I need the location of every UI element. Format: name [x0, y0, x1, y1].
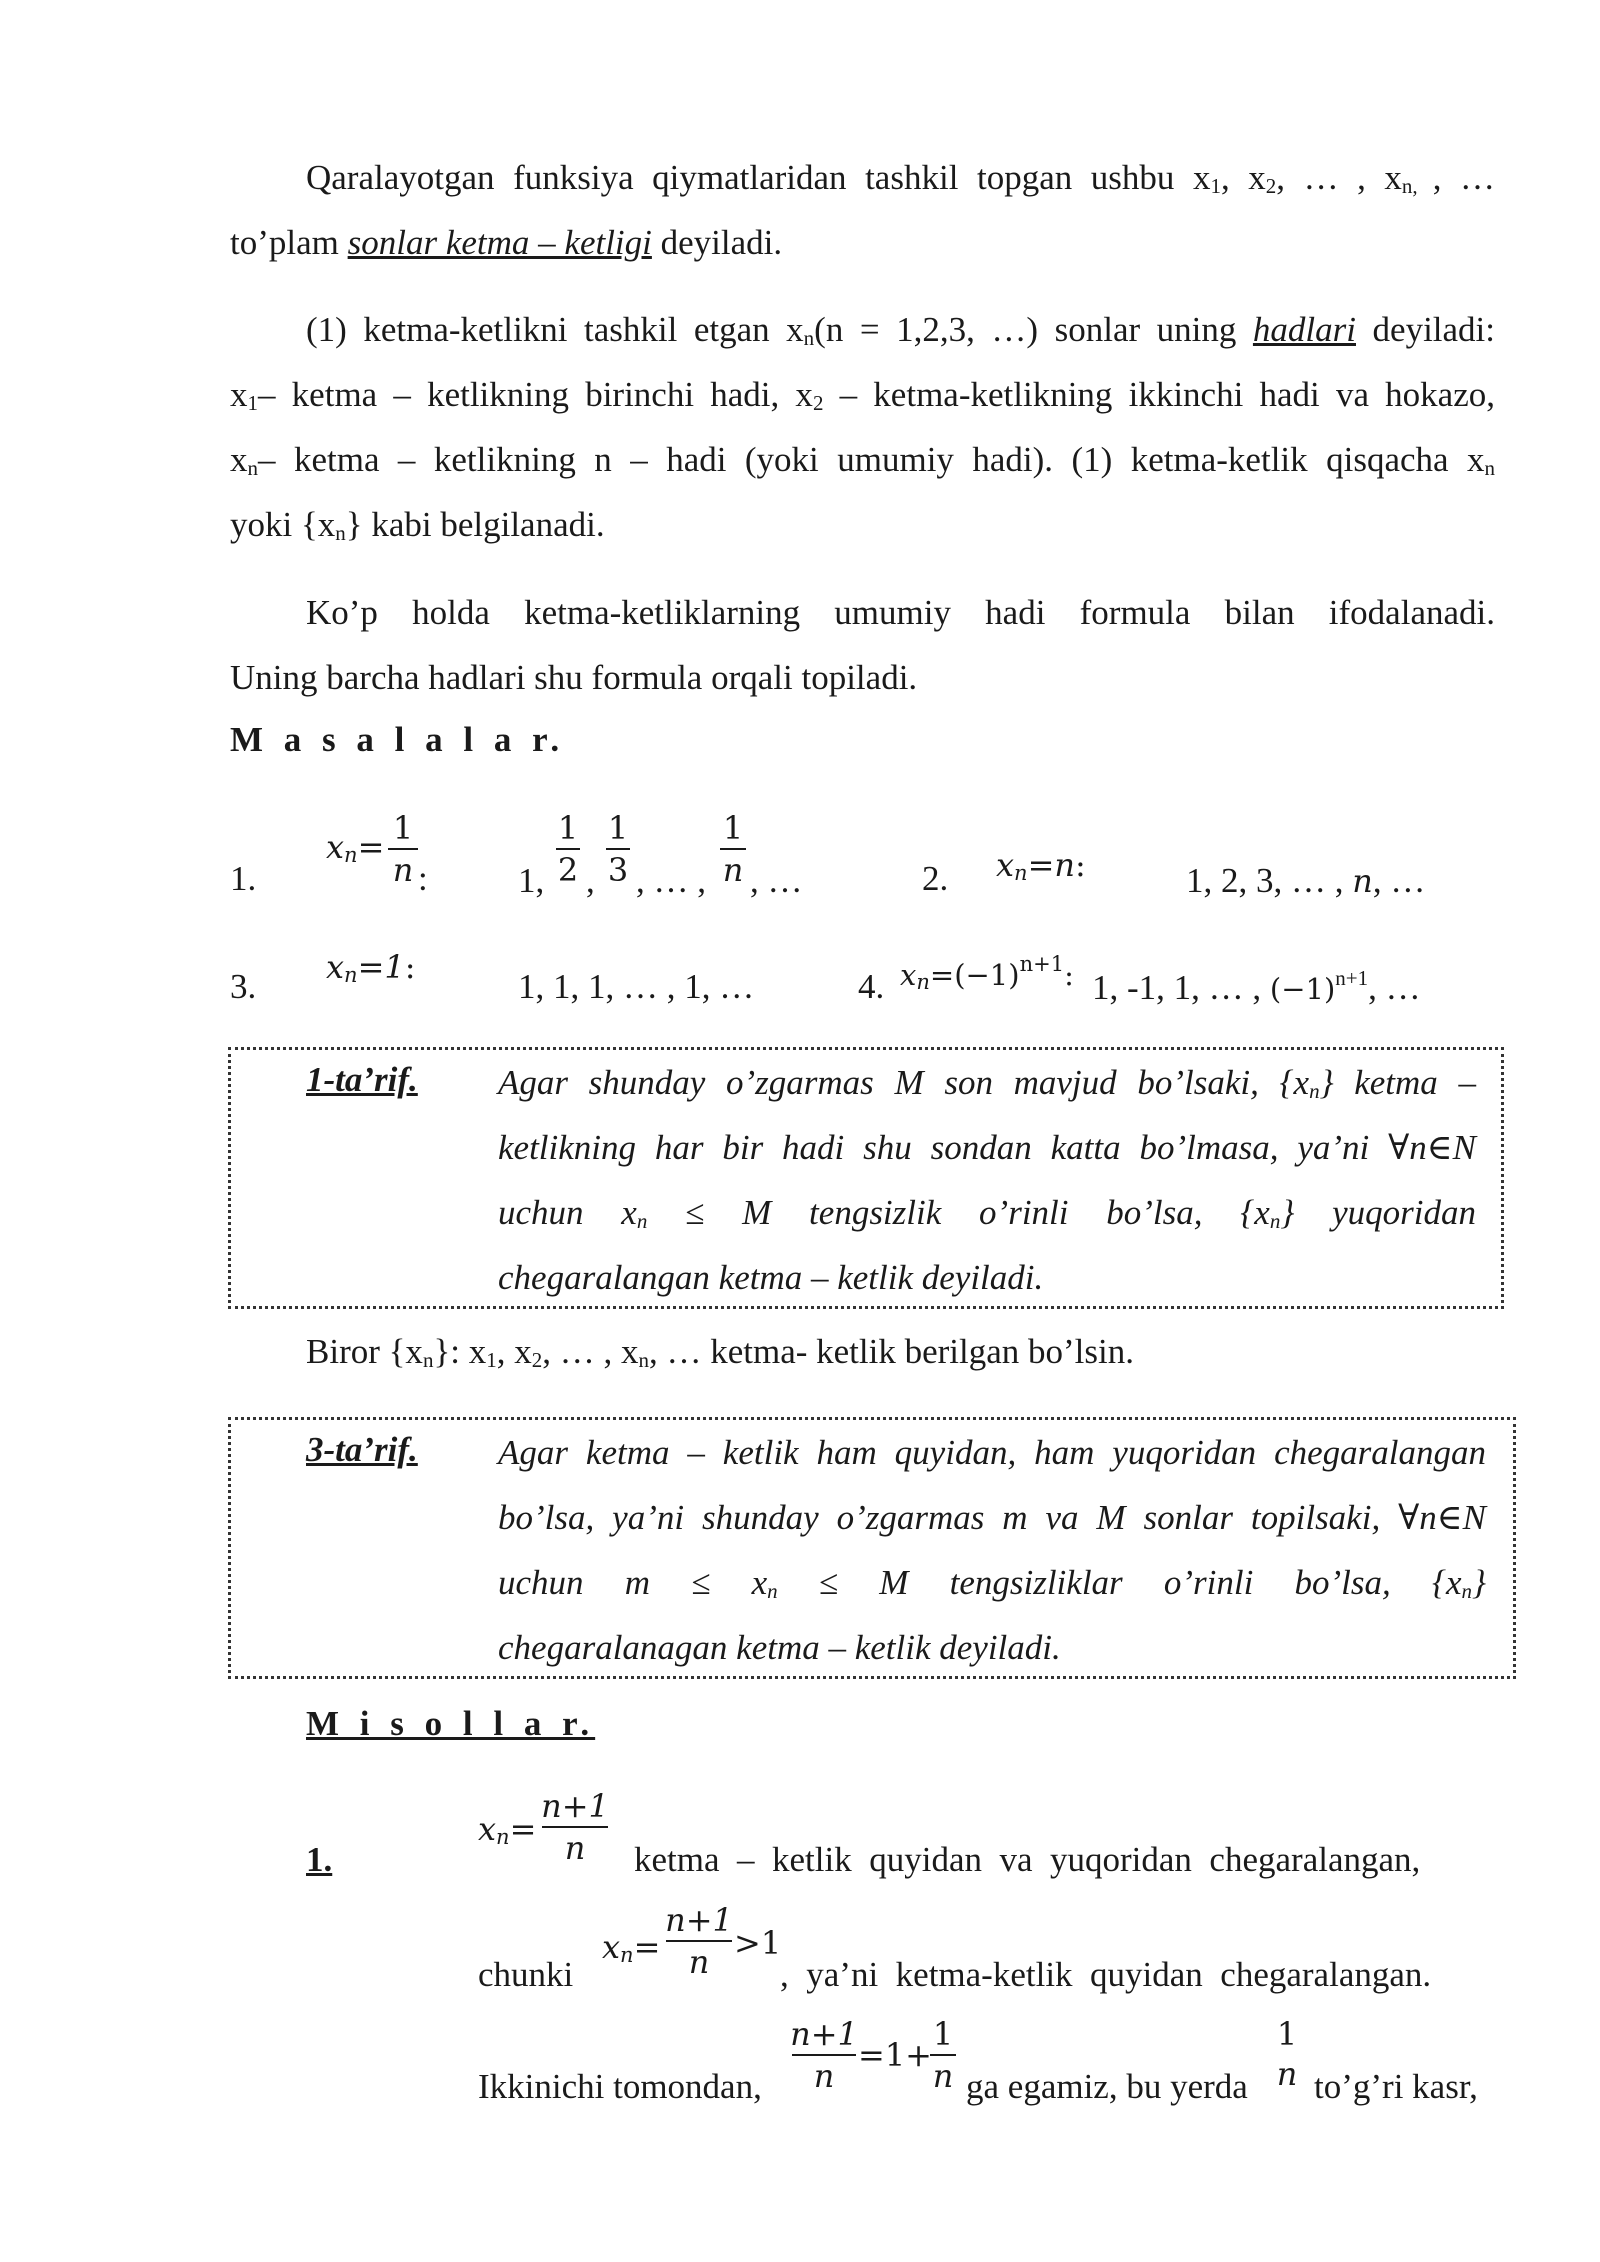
- p2-l1-sub: n: [803, 326, 815, 350]
- mis1-fd: n: [564, 1829, 586, 1867]
- p1-text-b: , x: [1220, 158, 1266, 197]
- def1-l3: uchun x: [498, 1193, 637, 1232]
- m2-seq-end: , …: [1372, 861, 1426, 900]
- m2-x: x: [996, 846, 1015, 884]
- p2-line2: [230, 362, 1495, 427]
- misol-1-l3-fraction: [790, 2014, 858, 2096]
- m4-seq-pow: (−1): [1269, 972, 1336, 1006]
- misol-1-l2-text: , ya’ni ketma-ketlik quyidan chegaralangan.: [780, 1955, 1432, 1994]
- m2-seq: 1, 2, 3, … ,: [1186, 861, 1353, 900]
- masala-1-seq-b: ,: [586, 861, 595, 900]
- masala-3-lhs: [326, 948, 416, 987]
- def1-l1-sub: n: [1309, 1079, 1320, 1103]
- p2-l2-a: x: [230, 375, 248, 414]
- biror-sub-1: 1: [486, 1348, 497, 1372]
- p2-l2-b: – ketma – ketlikning birinchi hadi, x: [258, 375, 813, 414]
- def1-line2: ketlikning har bir hadi shu sondan katta bo’lmasa, ya’ni ∀n∈N: [498, 1128, 1476, 1167]
- p1-line2-post: deyiladi.: [651, 223, 783, 262]
- m4-sup: n+1: [1019, 952, 1065, 976]
- m3-colon: :: [404, 948, 416, 986]
- mis1-sub: n: [496, 1825, 510, 1849]
- biror-a: Biror {x: [306, 1332, 423, 1371]
- misol-1-chunki: chunki: [478, 1955, 574, 1994]
- p2-line4: [230, 492, 1495, 557]
- mis1l3-f3n: 1: [1276, 2015, 1298, 2053]
- paragraph-terms: [230, 297, 1495, 557]
- masala-1-seq-d: , …: [750, 861, 803, 900]
- p1-line2-pre: to’plam: [230, 223, 348, 262]
- paragraph-sequence-definition: [230, 145, 1495, 275]
- p3-line2: [230, 645, 1495, 710]
- masala-4-lhs: [900, 952, 1074, 994]
- masala-1-seq-c: , … ,: [636, 861, 706, 900]
- misol-1-l2-lhs: [602, 1928, 660, 1967]
- definition-3-body: [498, 1420, 1486, 1680]
- def3-line3: [498, 1550, 1486, 1615]
- mis1-x: x: [478, 1810, 497, 1848]
- misol-1-l3-mid: =1+: [858, 2036, 932, 2074]
- def1-l3-sub: n: [636, 1209, 648, 1233]
- p2-l1-a: (1) ketma-ketlikni tashkil etgan x: [306, 310, 804, 349]
- misol-1-l3-end: to’g’ri kasr,: [1314, 2067, 1478, 2106]
- p1-subn: n,: [1401, 174, 1433, 198]
- biror-sub-2: 2: [531, 1348, 543, 1372]
- def3-l3-rest: ≤ M tengsizliklar o’rinli bo’lsa, {x: [777, 1563, 1462, 1602]
- p3-line1: [230, 580, 1495, 645]
- p2-l3-a: x: [230, 440, 248, 479]
- m1-sub: n: [344, 843, 358, 867]
- mis1l3-fn: n+1: [790, 2015, 858, 2053]
- term-hadlari: hadlari: [1252, 310, 1356, 349]
- masala-1-fraction: [386, 808, 420, 890]
- m4-colon: :: [1064, 958, 1074, 992]
- masala-3-number: 3.: [230, 967, 257, 1006]
- p2-l4-b: } kabi belgilanadi.: [345, 505, 605, 544]
- def1-line4: chegaralangan ketma – ketlik deyiladi.: [498, 1258, 1044, 1297]
- masala-1-seq-frac-2: [604, 808, 632, 890]
- m1-s3d: n: [722, 851, 744, 889]
- m1-s2d: 3: [607, 851, 629, 889]
- def3-l3-sub2: n: [1461, 1579, 1472, 1603]
- m1-x: x: [326, 828, 345, 866]
- mis1l3-f2d: n: [932, 2057, 954, 2095]
- def1-line3: [498, 1180, 1476, 1245]
- m3-x: x: [326, 948, 345, 986]
- m4-seq-sup: n+1: [1335, 966, 1369, 990]
- definition-3-label: 3-ta’rif.: [306, 1430, 418, 1469]
- def1-l1: Agar shunday o’zgarmas M son mavjud bo’lsaki, {x: [498, 1063, 1310, 1102]
- def3-l3-sub: n: [767, 1579, 778, 1603]
- def1-line1: [498, 1050, 1476, 1115]
- masala-2-seq: [1186, 860, 1425, 902]
- m1-fd: n: [392, 851, 414, 889]
- def1-l3-sub2: n: [1269, 1209, 1281, 1233]
- p2-l3-sub: n: [247, 456, 258, 480]
- p2-l4-a: yoki {x: [230, 505, 336, 544]
- p2-l3-b: – ketma – ketlikning n – hadi (yoki umumiy hadi). (1) ketma-ketlik qisqacha x: [258, 440, 1485, 479]
- mis1l3-f2n: 1: [932, 2015, 954, 2053]
- term-sonlar-ketma-ketligi: sonlar ketma – ketligi: [347, 223, 652, 262]
- misol-1-fraction: [540, 1786, 610, 1868]
- misol-1-l3-fraction-2: [928, 2014, 958, 2096]
- definition-1-label: 1-ta’rif.: [306, 1060, 418, 1099]
- misol-1-l3-text: ga egamiz, bu yerda: [966, 2067, 1248, 2106]
- m2-seq-n: n: [1352, 862, 1373, 900]
- m4-sub: n: [916, 970, 930, 994]
- mis1l3-fd: n: [813, 2057, 835, 2095]
- m4-seq: 1, -1, 1, … ,: [1092, 968, 1262, 1007]
- misol-1-number: 1.: [306, 1840, 333, 1879]
- m4-rhs: =(−1): [929, 958, 1020, 992]
- masala-1-seq-frac-3: [718, 808, 748, 890]
- p2-l2-c: – ketma-ketlikning ikkinchi hadi va hokazo,: [823, 375, 1495, 414]
- def3-line4: chegaralanagan ketma – ketlik deyiladi.: [498, 1628, 1061, 1667]
- masala-3-seq: 1, 1, 1, … , 1, …: [518, 967, 755, 1006]
- m2-rhs: =n: [1027, 846, 1075, 884]
- biror-sentence: [306, 1331, 1134, 1373]
- p1-sub1: 1: [1210, 174, 1221, 198]
- m1-fn: 1: [392, 809, 414, 847]
- masala-1-seq-frac-1: [554, 808, 582, 890]
- masala-4-number: 4.: [858, 967, 885, 1006]
- p1-line1: [230, 145, 1495, 210]
- m3-sub: n: [344, 963, 358, 987]
- m2-colon: :: [1075, 846, 1086, 884]
- definition-1-body: [498, 1050, 1476, 1310]
- def1-l3-end: } yuqoridan: [1280, 1193, 1476, 1232]
- m2-sub: n: [1014, 861, 1028, 885]
- masala-1-seq-a: 1,: [518, 861, 545, 900]
- p2-l1-b: (n = 1,2,3, …) sonlar uning: [814, 310, 1253, 349]
- p1-text-c: , … , x: [1276, 158, 1402, 197]
- misol-1-text: ketma – ketlik quyidan va yuqoridan chegaralangan,: [634, 1840, 1421, 1879]
- p1-text-a: Qaralayotgan funksiya qiymatlaridan tashkil topgan ushbu x: [306, 158, 1211, 197]
- def3-line2: bo’lsa, ya’ni shunday o’zgarmas m va M sonlar topilsaki, ∀n∈N: [498, 1498, 1486, 1537]
- masala-2-lhs: [996, 846, 1086, 885]
- p2-l4-sub: n: [335, 521, 346, 545]
- p1-sub2: 2: [1265, 174, 1277, 198]
- misollar-heading: M i s o l l a r.: [306, 1704, 596, 1743]
- biror-d: , … , x: [542, 1332, 639, 1371]
- biror-c: , x: [496, 1332, 532, 1371]
- biror-sub-n2: n: [638, 1348, 649, 1372]
- def1-l1-end: } ketma –: [1319, 1063, 1476, 1102]
- p2-l2-sub2: 2: [812, 391, 824, 415]
- p2-l2-sub1: 1: [247, 391, 258, 415]
- m1-s2n: 1: [607, 809, 629, 847]
- m1-s1n: 1: [557, 809, 579, 847]
- biror-sub-n: n: [422, 1348, 434, 1372]
- mis1l2-sub: n: [620, 1943, 634, 1967]
- misol-1-ikkinchi: Ikkinichi tomondan,: [478, 2067, 762, 2106]
- p2-line1: [230, 297, 1495, 362]
- biror-b: }: x: [433, 1332, 487, 1371]
- masala-4-seq: [1092, 966, 1421, 1009]
- misol-1-lhs: [478, 1810, 536, 1849]
- misol-1-l3-fraction-3: [1272, 2014, 1302, 2094]
- masalalar-heading: M a s a l a l a r.: [230, 720, 566, 759]
- mis1l3-f3d: n: [1276, 2055, 1298, 2093]
- p1-line2: [230, 210, 1495, 275]
- p2-line3: [230, 427, 1495, 492]
- paragraph-formula: [230, 580, 1495, 710]
- p2-l1-c: deyiladi:: [1356, 310, 1495, 349]
- mis1l2-x: x: [602, 1928, 621, 1966]
- masala-1-lhs: [326, 828, 384, 867]
- p1-text-d: , …: [1432, 158, 1496, 197]
- masala-1-colon: :: [418, 859, 428, 898]
- m1-s1d: 2: [557, 851, 579, 889]
- m1-eq: =: [357, 828, 385, 866]
- mis1l2-fn: n+1: [665, 1901, 733, 1939]
- p3-l2: Uning barcha hadlari shu formula orqali topiladi.: [230, 658, 918, 697]
- m4-seq-end: , …: [1368, 968, 1421, 1007]
- misol-1-l2-fraction: [664, 1900, 734, 1982]
- mis1-fn: n+1: [541, 1787, 609, 1825]
- mis1l2-eq: =: [633, 1928, 661, 1966]
- def3-l3-end: }: [1472, 1563, 1486, 1602]
- biror-e: , … ketma- ketlik berilgan bo’lsin.: [648, 1332, 1134, 1371]
- mis1-eq: =: [509, 1810, 537, 1848]
- def3-line1: Agar ketma – ketlik ham quyidan, ham yuqoridan chegaralangan: [498, 1433, 1486, 1472]
- def3-l3: uchun m ≤ x: [498, 1563, 768, 1602]
- def1-l3-rest: ≤ M tengsizlik o’rinli bo’lsa, {x: [647, 1193, 1270, 1232]
- mis1l2-fd: n: [688, 1943, 710, 1981]
- m3-rhs: =1: [357, 948, 405, 986]
- masala-2-number: 2.: [922, 859, 949, 898]
- misol-1-l2-gt: >1: [734, 1924, 782, 1962]
- m4-x: x: [900, 958, 917, 992]
- masala-1-number: 1.: [230, 859, 257, 898]
- p3-l1: Ko’p holda ketma-ketliklarning umumiy hadi formula bilan ifodalanadi.: [306, 593, 1495, 632]
- m1-s3n: 1: [722, 809, 744, 847]
- p2-l3-sub2: n: [1484, 456, 1495, 480]
